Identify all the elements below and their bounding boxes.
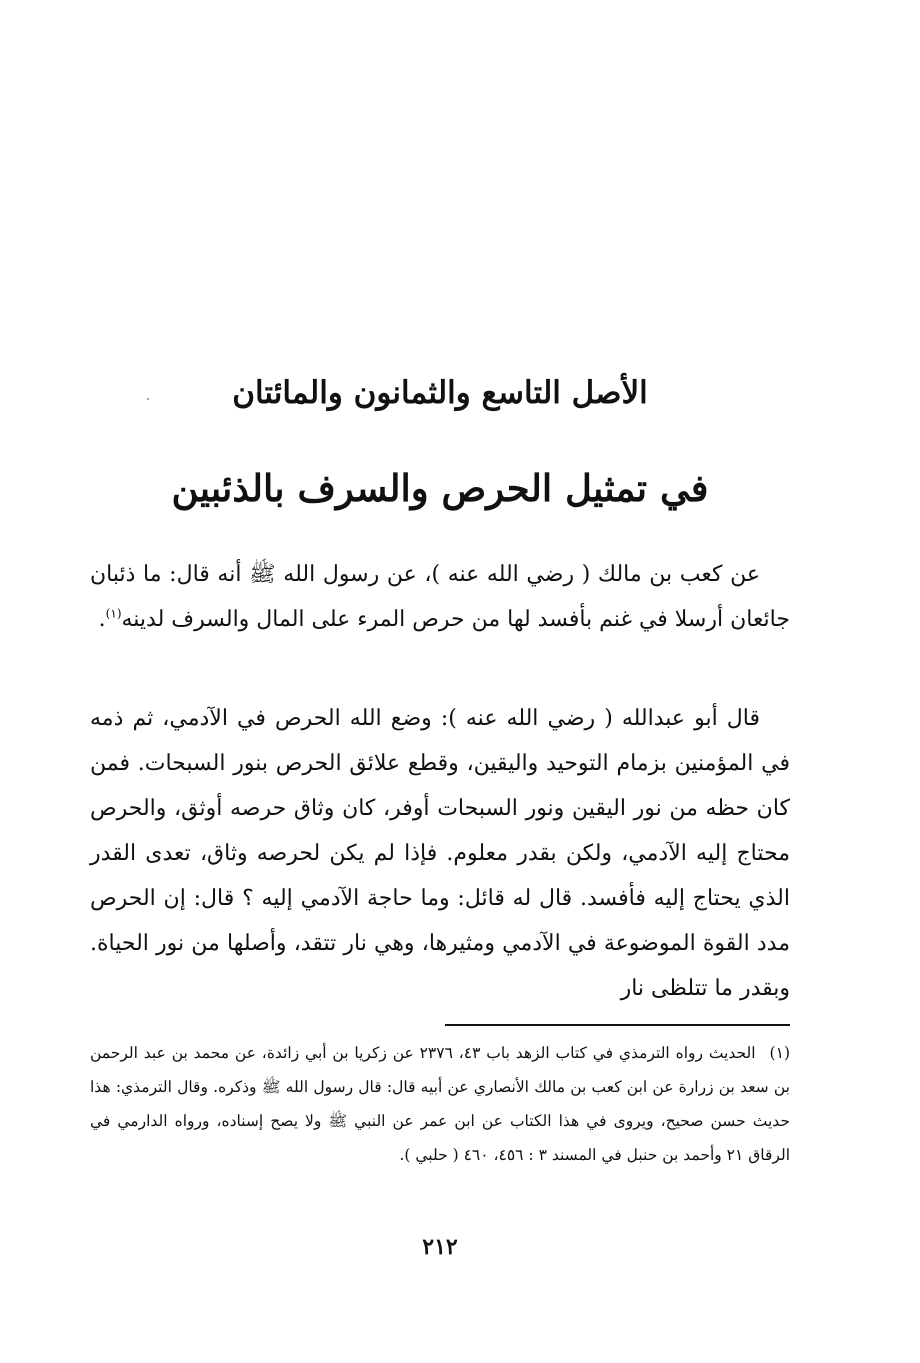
- hadith-paragraph: [90, 552, 790, 642]
- book-page: [90, 0, 790, 1363]
- hadith-text: عن كعب بن مالك ( رضي الله عنه )، عن رسول الله ﷺ أنه قال: ما ذئبان جائعان أرسلا في غنم بأفسد لها من حرص المرء على المال والسرف لدينه: [90, 562, 790, 632]
- footnote-separator: [445, 1024, 790, 1026]
- sentence-end: .: [98, 607, 106, 632]
- chapter-subtitle: في تمثيل الحرص والسرف بالذئبين: [171, 466, 709, 510]
- commentary-paragraph: [90, 696, 790, 1011]
- footnote-item: [90, 1036, 790, 1172]
- footnotes-section: [90, 1036, 790, 1172]
- chapter-title: الأصل التاسع والثمانون والمائتان: [232, 375, 648, 411]
- page-number: ٢١٢: [422, 1234, 458, 1260]
- commentary-text: قال أبو عبدالله ( رضي الله عنه ): وضع الله الحرص في الآدمي، ثم ذمه في المؤمنين بزمام التوحيد واليقين، وقطع علائق الحرص بنور السبحات. فمن كان حظه من نور اليقين ونور السبحات أوفر، كان وثاق حرصه أوثق، والحرص محتاج إليه الآدمي، ولكن بقدر معلوم. فإذا لم يكن لحرصه وثاق، تعدى القدر الذي يحتاج إليه فأفسد. قال له قائل: وما حاجة الآدمي إليه ؟ قال: إن الحرص مدد القوة الموضوعة في الآدمي ومثيرها، وهي نار تتقد، وأصلها من نور الحياة. وبقدر ما تتلظى نار: [90, 706, 790, 1001]
- scan-speck: [147, 398, 149, 400]
- footnote-number: (١): [769, 1044, 790, 1062]
- footnote-reference[interactable]: (١): [105, 606, 122, 621]
- footnote-text: الحديث رواه الترمذي في كتاب الزهد باب ٤٣، ٢٣٧٦ عن زكريا بن أبي زائدة، عن محمد بن عبد الرحمن بن سعد بن زرارة عن ابن كعب بن مالك الأنصاري عن أبيه قال: قال رسول الله ﷺ وذكره. وقال الترمذي: هذا حديث حسن صحيح، ويروى في هذا الكتاب عن ابن عمر عن النبي ﷺ ولا يصح إسناده، ورواه الدارمي في الرقاق ٢١ وأحمد بن حنبل في المسند ٣ : ٤٥٦، ٤٦٠ ( حلبي ).: [90, 1044, 790, 1164]
